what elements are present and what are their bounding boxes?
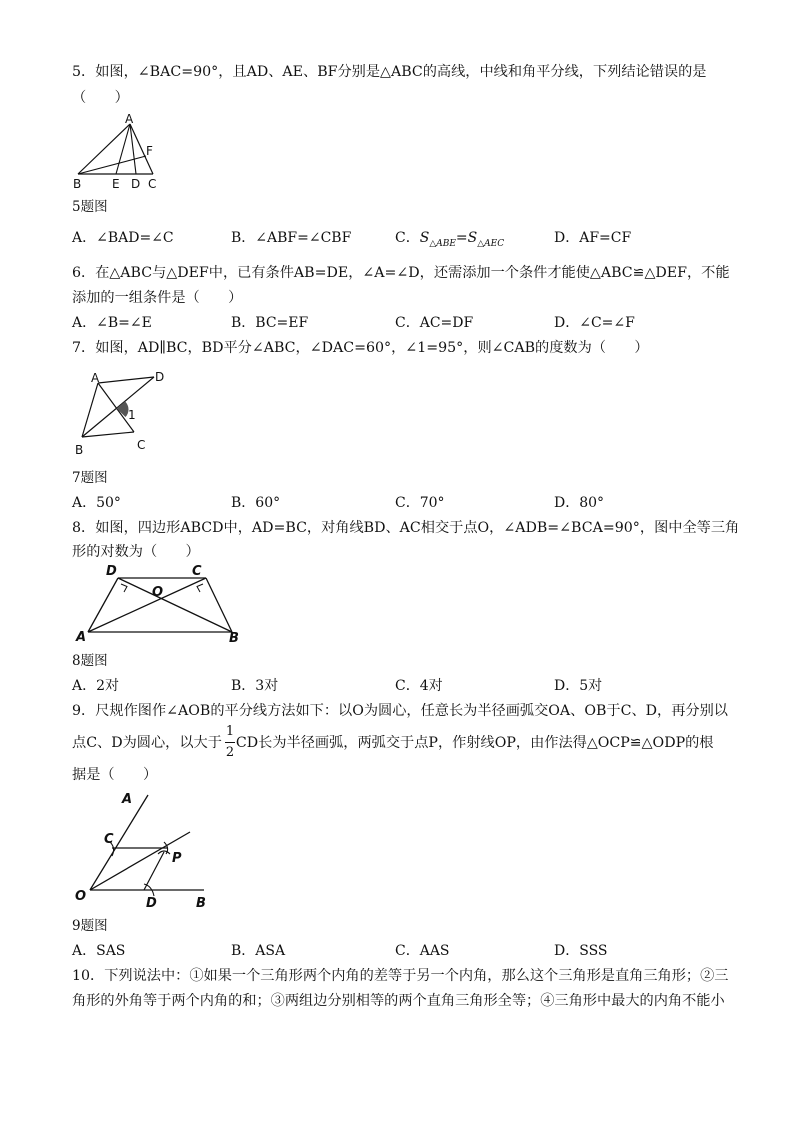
q6-stem-line1: 6．在△ABC与△DEF中，已有条件AB=DE，∠A=∠D，还需添加一个条件才能使△ABC≌△DEF，不能 [72,265,730,281]
q8-stem-line2: 形的对数为（ ） [72,544,200,560]
q9-label-o: O [75,889,87,904]
q9-option-a: A．SAS [72,943,126,959]
q5-figure [70,112,170,192]
q9-fraction-numerator: 1 [225,724,235,739]
q10-stem-line1: 10．下列说法中：①如果一个三角形两个内角的差等于另一个内角，那么这个三角形是直角三角形；②三 [72,968,729,984]
q7-label-1: 1 [128,408,136,422]
q9-figure [70,790,220,915]
q9-label-a: A [122,792,133,807]
q7-figure [70,365,180,460]
q7-label-b: B [75,443,84,457]
q5-stem-line1: 5．如图，∠BAC=90°，且AD、AE、BF分别是△ABC的高线，中线和角平分线，下列结论错误的是 [72,64,707,80]
q8-label-o: O [152,585,164,600]
q8-caption: 8题图 [72,653,108,669]
q8-label-b: B [229,631,239,646]
q9-fraction-bar [225,742,235,743]
q8-stem-line1: 8．如图，四边形ABCD中，AD=BC，对角线BD、AC相交于点O，∠ADB=∠BCA=90°，图中全等三角 [72,520,740,536]
q8-label-a: A [76,630,87,645]
q5-caption: 5题图 [72,199,108,215]
q7-label-d: D [155,370,165,384]
q5-option-d: D．AF=CF [554,230,632,246]
q9-label-d: D [146,896,157,911]
q6-option-d: D．∠C=∠F [554,315,635,331]
q9-option-d: D．SSS [554,943,608,959]
q6-stem-line2: 添加的一组条件是（ ） [72,290,243,306]
q9-line2-part2: CD长为半径画弧，两弧交于点P，作射线OP，由作法得△OCP≌△ODP的根 [235,735,714,751]
q9-option-c: C．AAS [395,943,450,959]
q9-stem-line3: 据是（ ） [72,767,158,783]
q5-stem-line2: （ ） [72,90,129,106]
q8-option-d: D．5对 [554,678,603,694]
q7-option-a: A．50° [72,495,121,511]
q7-option-b: B．60° [231,495,281,511]
q5-option-b: B．∠ABF=∠CBF [231,230,352,246]
q5-option-c-label: C． [395,230,420,246]
q5-option-c-formula: $S_{\triangle ABE}=S_{\triangle AEC}$ [419,230,505,249]
q8-label-d: D [106,564,117,579]
q10-stem-line2: 角形的外角等于两个内角的和；③两组边分别相等的两个直角三角形全等；④三角形中最大的内角不能小 [72,993,725,1009]
q5-label-d: D [131,177,141,191]
q9-line2-part1: 点C、D为圆心，以大于 [72,735,222,751]
q7-stem-line1: 7．如图，AD∥BC，BD平分∠ABC，∠DAC=60°，∠1=95°，则∠CAB的度数为（ ） [72,340,649,356]
q9-label-b: B [196,896,206,911]
q7-caption: 7题图 [72,470,108,486]
q8-label-c: C [192,564,202,579]
q9-option-b: B．ASA [231,943,286,959]
q5-label-e: E [112,177,120,191]
q6-option-c: C．AC=DF [395,315,474,331]
q9-label-c: C [104,832,114,847]
q5-label-f: F [146,144,153,158]
q5-option-c [395,228,504,254]
q9-stem-line1: 9．尺规作图作∠AOB的平分线方法如下：以O为圆心，任意长为半径画弧交OA、OB于C、D，再分别以 [72,703,728,719]
q8-option-c: C．4对 [395,678,443,694]
q5-label-b: B [73,177,82,191]
q9-caption: 9题图 [72,918,108,934]
q7-label-a: A [91,371,100,385]
q5-label-c: C [148,177,157,191]
q6-option-a: A．∠B=∠E [72,315,152,331]
q8-option-b: B．3对 [231,678,279,694]
q7-label-c: C [137,438,146,452]
q9-label-p: P [172,851,182,866]
q5-label-a: A [125,112,134,126]
q9-fraction-denominator: 2 [225,745,235,760]
q6-option-b: B．BC=EF [231,315,309,331]
q8-option-a: A．2对 [72,678,120,694]
q8-figure [70,562,250,648]
q5-option-a: A．∠BAD=∠C [72,230,174,246]
q9-stem-line2 [72,733,713,753]
q7-option-c: C．70° [395,495,445,511]
q7-option-d: D．80° [554,495,605,511]
